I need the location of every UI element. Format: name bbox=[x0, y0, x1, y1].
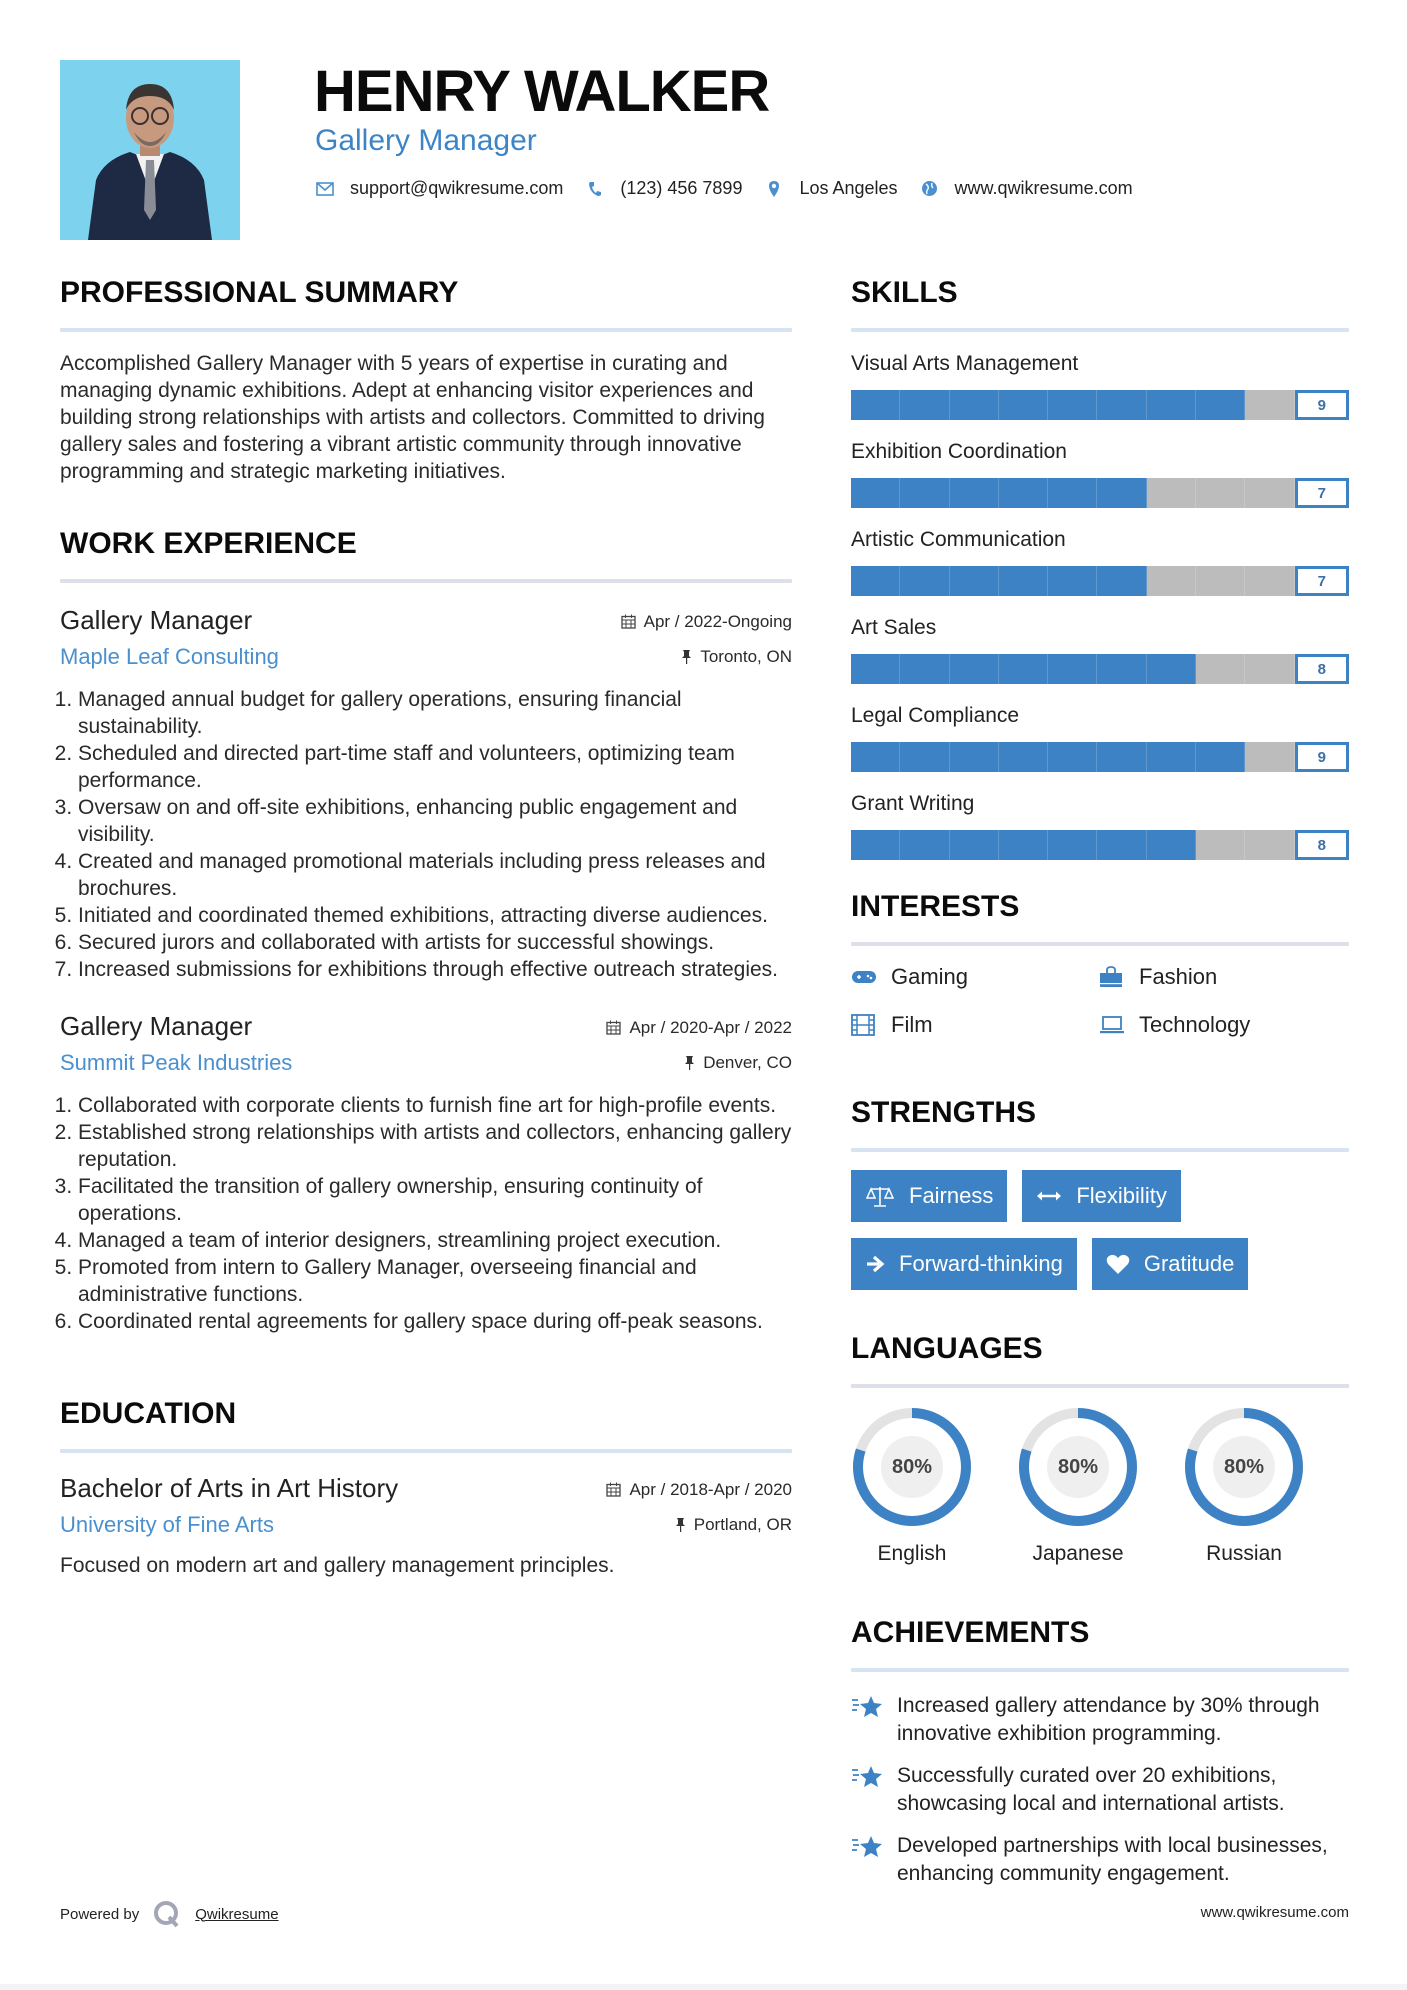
job-title: Gallery Manager bbox=[60, 1011, 253, 1041]
skill-rating-bar bbox=[851, 742, 1349, 772]
skill-segment-empty bbox=[1196, 478, 1245, 508]
job-location: Toronto, ON bbox=[700, 647, 792, 666]
laptop-icon bbox=[1099, 1013, 1127, 1037]
skill-item bbox=[851, 614, 1349, 684]
contact-email[interactable] bbox=[315, 178, 563, 199]
skill-score-box: 9 bbox=[1295, 742, 1349, 772]
strengths-section bbox=[851, 1092, 1349, 1290]
skill-item bbox=[851, 702, 1349, 772]
skill-segment-empty bbox=[1196, 654, 1245, 684]
job-entry bbox=[60, 1011, 792, 1335]
skill-rating-bar bbox=[851, 566, 1349, 596]
page-bottom-strip bbox=[0, 1984, 1407, 1990]
calendar-icon bbox=[621, 614, 636, 629]
skill-item bbox=[851, 790, 1349, 860]
language-item bbox=[1017, 1406, 1139, 1566]
skill-segment-filled bbox=[999, 566, 1048, 596]
calendar-icon bbox=[606, 1020, 621, 1035]
summary-section bbox=[60, 272, 792, 485]
skill-segment-filled bbox=[851, 478, 900, 508]
language-percent: 80% bbox=[1047, 1436, 1109, 1498]
skill-segment-empty bbox=[1196, 566, 1245, 596]
achievement-text: Successfully curated over 20 exhibitions, showcasing local and international artists. bbox=[897, 1764, 1285, 1815]
skill-segment-filled bbox=[999, 390, 1048, 420]
strength-label: Gratitude bbox=[1143, 1251, 1235, 1276]
contact-location bbox=[764, 178, 897, 199]
skill-score-box: 8 bbox=[1295, 830, 1349, 860]
section-title-summary: PROFESSIONAL SUMMARY bbox=[60, 276, 459, 309]
pushpin-icon bbox=[675, 1517, 686, 1533]
achievement-item bbox=[851, 1692, 1349, 1748]
bullet-item: 1. Collaborated with corporate clients to furnish fine art for high-profile events. bbox=[78, 1092, 792, 1119]
language-percent: 80% bbox=[1213, 1436, 1275, 1498]
company-name: Summit Peak Industries bbox=[60, 1050, 293, 1075]
skills-section bbox=[851, 272, 1349, 860]
skill-segment-empty bbox=[1245, 654, 1294, 684]
skill-segment-filled bbox=[950, 654, 999, 684]
language-name: Japanese bbox=[1032, 1542, 1124, 1565]
section-title-experience: WORK EXPERIENCE bbox=[60, 527, 357, 560]
email-text: support@qwikresume.com bbox=[350, 178, 564, 198]
skill-segment-filled bbox=[851, 742, 900, 772]
contact-bar bbox=[315, 178, 1155, 199]
gamepad-icon bbox=[851, 965, 879, 989]
skill-segment-empty bbox=[1147, 478, 1196, 508]
candidate-role: Gallery Manager bbox=[315, 124, 537, 157]
strength-tag bbox=[1022, 1170, 1180, 1222]
strength-tag bbox=[1092, 1238, 1249, 1290]
section-title-interests: INTERESTS bbox=[851, 890, 1020, 923]
skill-segment-filled bbox=[1048, 742, 1097, 772]
skill-segment-filled bbox=[950, 478, 999, 508]
section-divider bbox=[851, 942, 1349, 946]
strength-label: Forward-thinking bbox=[899, 1251, 1063, 1276]
skill-score-box: 7 bbox=[1295, 478, 1349, 508]
section-divider bbox=[851, 1384, 1349, 1388]
shopping-bag-icon bbox=[1099, 965, 1127, 989]
phone-text: (123) 456 7899 bbox=[620, 178, 743, 198]
shooting-star-icon bbox=[851, 1834, 887, 1888]
skill-segment-empty bbox=[1245, 742, 1294, 772]
strength-label: Flexibility bbox=[1076, 1183, 1167, 1208]
section-divider bbox=[60, 328, 792, 332]
skill-segment-filled bbox=[1196, 742, 1245, 772]
education-location: Portland, OR bbox=[693, 1515, 792, 1534]
skill-item bbox=[851, 350, 1349, 420]
contact-phone[interactable] bbox=[585, 178, 742, 199]
left-column bbox=[60, 272, 792, 1579]
pushpin-icon bbox=[681, 649, 692, 665]
education-entry bbox=[60, 1473, 792, 1579]
language-name: Russian bbox=[1206, 1542, 1282, 1565]
skill-segment-filled bbox=[900, 566, 949, 596]
interest-label: Film bbox=[891, 1012, 933, 1037]
section-title-strengths: STRENGTHS bbox=[851, 1096, 1037, 1129]
skill-score-box: 8 bbox=[1295, 654, 1349, 684]
skill-rating-bar bbox=[851, 390, 1349, 420]
section-title-achievements: ACHIEVEMENTS bbox=[851, 1616, 1090, 1649]
skill-name: Artistic Communication bbox=[851, 528, 1066, 551]
skill-item bbox=[851, 438, 1349, 508]
interest-item bbox=[1099, 964, 1347, 990]
skill-segment-filled bbox=[999, 654, 1048, 684]
skill-segment-filled bbox=[1147, 390, 1196, 420]
bullet-item: 4. Created and managed promotional materials including press releases and brochures. bbox=[78, 848, 792, 902]
skill-rating-bar bbox=[851, 830, 1349, 860]
candidate-name: HENRY WALKER bbox=[314, 59, 770, 124]
skill-segment-filled bbox=[950, 566, 999, 596]
section-title-education: EDUCATION bbox=[60, 1397, 237, 1430]
qwikresume-logo-icon bbox=[153, 1900, 181, 1928]
bullet-item: 5. Promoted from intern to Gallery Manager, overseeing financial and administrative functions. bbox=[78, 1254, 792, 1308]
skill-segment-filled bbox=[1097, 654, 1146, 684]
film-icon bbox=[851, 1013, 879, 1037]
interest-item bbox=[851, 1012, 1099, 1038]
skill-segment-filled bbox=[900, 390, 949, 420]
language-progress-ring bbox=[1183, 1406, 1305, 1528]
bullet-item: 2. Established strong relationships with artists and collectors, enhancing gallery reputation. bbox=[78, 1119, 792, 1173]
strength-tag bbox=[851, 1170, 1007, 1222]
skill-segment-filled bbox=[1048, 566, 1097, 596]
section-divider bbox=[851, 328, 1349, 332]
skill-segment-empty bbox=[1196, 830, 1245, 860]
interest-label: Gaming bbox=[891, 964, 969, 989]
contact-website[interactable] bbox=[920, 178, 1133, 199]
education-section bbox=[60, 1393, 792, 1579]
skill-segment-filled bbox=[950, 390, 999, 420]
languages-list bbox=[851, 1406, 1349, 1566]
job-dates: Apr / 2020-Apr / 2022 bbox=[629, 1017, 792, 1037]
skill-segment-filled bbox=[999, 478, 1048, 508]
globe-icon bbox=[920, 179, 940, 199]
achievement-item bbox=[851, 1832, 1349, 1888]
skill-segment-empty bbox=[1147, 566, 1196, 596]
skill-segment-filled bbox=[1147, 654, 1196, 684]
job-dates: Apr / 2022-Ongoing bbox=[643, 611, 792, 631]
language-progress-ring bbox=[851, 1406, 973, 1528]
shooting-star-icon bbox=[851, 1764, 887, 1818]
job-bullets bbox=[60, 1092, 792, 1335]
skill-segment-filled bbox=[999, 742, 1048, 772]
skill-segment-filled bbox=[1147, 742, 1196, 772]
skill-segment-filled bbox=[1048, 654, 1097, 684]
bullet-item: 2. Scheduled and directed part-time staff and volunteers, optimizing team performance. bbox=[78, 740, 792, 794]
skill-rating-bar bbox=[851, 654, 1349, 684]
language-item bbox=[851, 1406, 973, 1566]
footer-website[interactable]: www.qwikresume.com bbox=[1200, 1904, 1349, 1921]
skill-segment-filled bbox=[1147, 830, 1196, 860]
language-name: English bbox=[877, 1542, 947, 1565]
skill-segment-filled bbox=[900, 830, 949, 860]
section-divider bbox=[851, 1668, 1349, 1672]
degree-title: Bachelor of Arts in Art History bbox=[60, 1473, 399, 1503]
skill-segment-filled bbox=[900, 478, 949, 508]
job-location: Denver, CO bbox=[703, 1053, 792, 1072]
job-bullets bbox=[60, 686, 792, 983]
bullet-item: 6. Coordinated rental agreements for gallery space during off-peak seasons. bbox=[78, 1308, 792, 1335]
language-progress-ring bbox=[1017, 1406, 1139, 1528]
section-divider bbox=[60, 579, 792, 583]
achievements-list bbox=[851, 1692, 1349, 1888]
language-item bbox=[1183, 1406, 1305, 1566]
qwikresume-link[interactable]: Qwikresume bbox=[195, 1905, 279, 1923]
skill-segment-filled bbox=[851, 654, 900, 684]
interest-item bbox=[1099, 1012, 1347, 1038]
skill-name: Grant Writing bbox=[851, 792, 975, 815]
skill-segment-filled bbox=[950, 830, 999, 860]
location-text: Los Angeles bbox=[799, 178, 898, 198]
section-title-skills: SKILLS bbox=[851, 276, 958, 309]
skill-segment-filled bbox=[1097, 478, 1146, 508]
heart-icon bbox=[1106, 1254, 1130, 1275]
job-title: Gallery Manager bbox=[60, 605, 253, 635]
skill-segment-empty bbox=[1245, 566, 1294, 596]
interest-item bbox=[851, 964, 1099, 990]
map-pin-icon bbox=[764, 179, 784, 199]
skill-segment-filled bbox=[1097, 390, 1146, 420]
strength-tag bbox=[851, 1238, 1077, 1290]
job-entry bbox=[60, 605, 792, 983]
skill-segment-filled bbox=[1097, 830, 1146, 860]
skill-segment-empty bbox=[1245, 390, 1294, 420]
website-text: www.qwikresume.com bbox=[954, 178, 1133, 198]
interests-list bbox=[851, 964, 1349, 1038]
skill-segment-filled bbox=[1097, 742, 1146, 772]
bullet-item: 5. Initiated and coordinated themed exhibitions, attracting diverse audiences. bbox=[78, 902, 792, 929]
phone-icon bbox=[585, 179, 605, 199]
skill-segment-filled bbox=[851, 566, 900, 596]
skills-list bbox=[851, 350, 1349, 860]
calendar-icon bbox=[606, 1482, 621, 1497]
skill-name: Exhibition Coordination bbox=[851, 440, 1067, 463]
skill-segment-filled bbox=[1097, 566, 1146, 596]
skill-name: Legal Compliance bbox=[851, 704, 1020, 727]
arrow-right-icon bbox=[865, 1254, 885, 1274]
footer-powered-by bbox=[60, 1900, 279, 1928]
arrows-horizontal-icon bbox=[1036, 1190, 1062, 1202]
achievement-text: Developed partnerships with local businesses, enhancing community engagement. bbox=[897, 1834, 1328, 1885]
language-percent: 80% bbox=[881, 1436, 943, 1498]
section-divider bbox=[60, 1449, 792, 1453]
person-portrait-icon bbox=[60, 60, 240, 240]
education-description: Focused on modern art and gallery management principles. bbox=[60, 1554, 615, 1577]
skill-segment-filled bbox=[900, 654, 949, 684]
skill-segment-empty bbox=[1245, 478, 1294, 508]
envelope-icon bbox=[315, 179, 335, 199]
strength-label: Fairness bbox=[909, 1183, 994, 1208]
education-dates: Apr / 2018-Apr / 2020 bbox=[629, 1479, 792, 1499]
skill-segment-filled bbox=[999, 830, 1048, 860]
bullet-item: 6. Secured jurors and collaborated with artists for successful showings. bbox=[78, 929, 792, 956]
balance-scale-icon bbox=[865, 1185, 895, 1207]
skill-segment-filled bbox=[1048, 478, 1097, 508]
skill-segment-filled bbox=[1048, 390, 1097, 420]
skill-segment-filled bbox=[1048, 830, 1097, 860]
skill-segment-filled bbox=[851, 390, 900, 420]
interest-label: Fashion bbox=[1139, 964, 1218, 989]
school-name: University of Fine Arts bbox=[60, 1512, 274, 1537]
skill-rating-bar bbox=[851, 478, 1349, 508]
summary-text: Accomplished Gallery Manager with 5 years of expertise in curating and managing dynamic exhibitions. Adept at enhancing visitor experiences and building strong relationships with artists and collectors. Committed to driving gallery sales and fostering a vibrant artistic community through innovative programming and strategic marketing initiatives. bbox=[60, 352, 765, 483]
skill-score-box: 7 bbox=[1295, 566, 1349, 596]
skill-segment-filled bbox=[900, 742, 949, 772]
achievement-text: Increased gallery attendance by 30% through innovative exhibition programming. bbox=[897, 1694, 1320, 1745]
skill-name: Art Sales bbox=[851, 616, 937, 639]
languages-section bbox=[851, 1328, 1349, 1566]
shooting-star-icon bbox=[851, 1694, 887, 1748]
strengths-list bbox=[851, 1170, 1349, 1290]
section-title-languages: LANGUAGES bbox=[851, 1332, 1043, 1365]
bullet-item: 4. Managed a team of interior designers, streamlining project execution. bbox=[78, 1227, 792, 1254]
profile-photo bbox=[60, 60, 240, 240]
skill-segment-filled bbox=[851, 830, 900, 860]
achievements-section bbox=[851, 1612, 1349, 1888]
bullet-item: 1. Managed annual budget for gallery operations, ensuring financial sustainability. bbox=[78, 686, 792, 740]
company-name: Maple Leaf Consulting bbox=[60, 644, 279, 669]
bullet-item: 7. Increased submissions for exhibitions through effective outreach strategies. bbox=[78, 956, 792, 983]
skill-segment-empty bbox=[1245, 830, 1294, 860]
powered-by-text: Powered by bbox=[60, 1905, 140, 1923]
skill-name: Visual Arts Management bbox=[851, 352, 1079, 375]
bullet-item: 3. Oversaw on and off-site exhibitions, enhancing public engagement and visibility. bbox=[78, 794, 792, 848]
interests-section bbox=[851, 886, 1349, 1038]
skill-score-box: 9 bbox=[1295, 390, 1349, 420]
skill-item bbox=[851, 526, 1349, 596]
achievement-item bbox=[851, 1762, 1349, 1818]
bullet-item: 3. Facilitated the transition of gallery ownership, ensuring continuity of operations. bbox=[78, 1173, 792, 1227]
skill-segment-filled bbox=[1196, 390, 1245, 420]
section-divider bbox=[851, 1148, 1349, 1152]
interest-label: Technology bbox=[1139, 1012, 1251, 1037]
pushpin-icon bbox=[684, 1055, 695, 1071]
skill-segment-filled bbox=[950, 742, 999, 772]
experience-section bbox=[60, 523, 792, 1335]
right-column bbox=[851, 272, 1349, 1902]
